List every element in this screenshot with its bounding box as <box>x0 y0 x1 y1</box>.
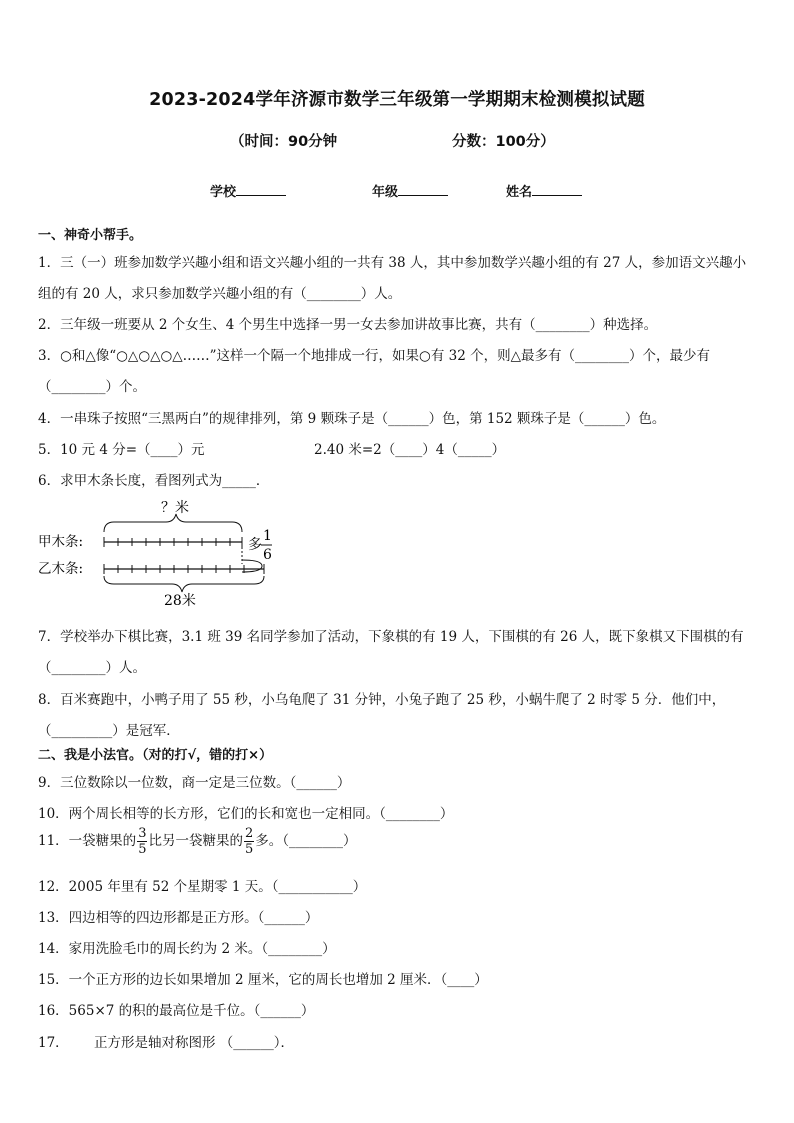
q11-frac2-num: 2 <box>244 826 254 841</box>
q8-line1: 8．百米赛跑中，小鸭子用了 55 秒，小乌龟爬了 31 分钟，小兔子跑了 25 秒，小蜗牛爬了 2 时零 5 分．他们中， <box>38 692 726 708</box>
q11-frac1 <box>137 827 147 856</box>
grade-field <box>372 181 448 200</box>
q16-line1: 16．565×7 的积的最高位是千位。（______） <box>38 1003 315 1019</box>
q11-frac2 <box>244 827 254 856</box>
q11-frac1-num: 3 <box>138 826 147 841</box>
name-field <box>506 181 582 200</box>
q3-line1: 3．○和△像“○△○△○△……”这样一个隔一个地排成一行，如果○有 32 个，则△最多有（________）个，最少有 <box>38 348 710 364</box>
section2-title: 二、我是小法官。（对的打√，错的打×） <box>38 748 273 763</box>
q7-line1: 7．学校举办下棋比赛，3.1 班 39 名同学参加了活动，下象棋的有 19 人，下围棋的有 26 人，既下象棋又下围棋的有 <box>38 629 744 645</box>
side-label: 多 <box>248 537 262 553</box>
side-brace <box>242 560 262 572</box>
q10-line1: 10．两个周长相等的长方形，它们的长和宽也一定相同。（________） <box>38 806 454 822</box>
q4-line1: 4．一串珠子按照“三黑两白”的规律排列，第 9 颗珠子是（______）色，第 152 颗珠子是（______）色。 <box>38 411 666 427</box>
school-blank[interactable] <box>236 182 286 196</box>
grade-label: 年级 <box>372 185 399 200</box>
name-blank[interactable] <box>532 182 582 196</box>
row1-label: 甲木条: <box>38 534 84 550</box>
time-label: （时间：90分钟 <box>230 134 338 150</box>
q17-text: 正方形是轴对称图形 （______）． <box>94 1035 295 1051</box>
q1-line1: 1．三（一）班参加数学兴趣小组和语文兴趣小组的一共有 38 人，其中参加数学兴趣小组的有 27 人，参加语文兴趣小 <box>38 255 747 271</box>
score-label: 分数：100分） <box>452 134 555 150</box>
q11-part1: 11．一袋糖果的 <box>38 833 137 849</box>
q5-part2: 2.40 米=2（____）4（_____） <box>314 442 506 458</box>
q2-line1: 2．三年级一班要从 2 个女生、4 个男生中选择一男一女去参加讲故事比赛，共有（________）种选择。 <box>38 317 658 333</box>
q9-line1: 9．三位数除以一位数，商一定是三位数。（______） <box>38 775 351 791</box>
grade-blank[interactable] <box>398 182 448 196</box>
q3-line2: （________）个。 <box>38 379 146 395</box>
q1-line2: 组的有 20 人，求只参加数学兴趣小组的有（________）人。 <box>38 286 402 302</box>
side-frac-den: 6 <box>263 547 272 563</box>
school-label: 学校 <box>210 185 237 200</box>
q11-line <box>38 827 357 856</box>
name-label: 姓名 <box>506 185 533 200</box>
q5-part1: 5．10 元 4 分=（____）元 <box>38 442 205 458</box>
top-brace <box>104 514 242 532</box>
bar-jia <box>104 537 242 547</box>
q8-line2: （_________）是冠军． <box>38 723 180 739</box>
q11-frac1-den: 5 <box>138 842 147 857</box>
q14-line1: 14．家用洗脸毛巾的周长约为 2 米。（________） <box>38 941 336 957</box>
row2-label: 乙木条: <box>38 561 84 577</box>
q13-line1: 13．四边相等的四边形都是正方形。（______） <box>38 910 319 926</box>
side-frac-num: 1 <box>263 528 272 544</box>
q6-wood-diagram <box>36 494 286 614</box>
section1-title: 一、神奇小帮手。 <box>38 228 143 243</box>
q11-part2: 比另一袋糖果的 <box>148 833 243 849</box>
diagram-bottom-label: 28米 <box>164 593 196 609</box>
page-title: 2023-2024学年济源市数学三年级第一学期期末检测模拟试题 <box>149 90 645 110</box>
bottom-brace <box>104 576 264 592</box>
q6-line1: 6．求甲木条长度，看图列式为_____． <box>38 473 270 489</box>
bar-yi <box>104 564 264 574</box>
q17-num: 17． <box>38 1035 69 1051</box>
q11-part3: 多。（________） <box>255 833 357 849</box>
q7-line2: （________）人。 <box>38 660 146 676</box>
school-field <box>210 181 286 200</box>
q11-frac2-den: 5 <box>244 842 254 857</box>
q15-line1: 15．一个正方形的边长如果增加 2 厘米，它的周长也增加 2 厘米．（____） <box>38 972 488 988</box>
q12-line1: 12．2005 年里有 52 个星期零 1 天。（___________） <box>38 879 367 895</box>
diagram-top-label: ？米 <box>161 500 189 516</box>
